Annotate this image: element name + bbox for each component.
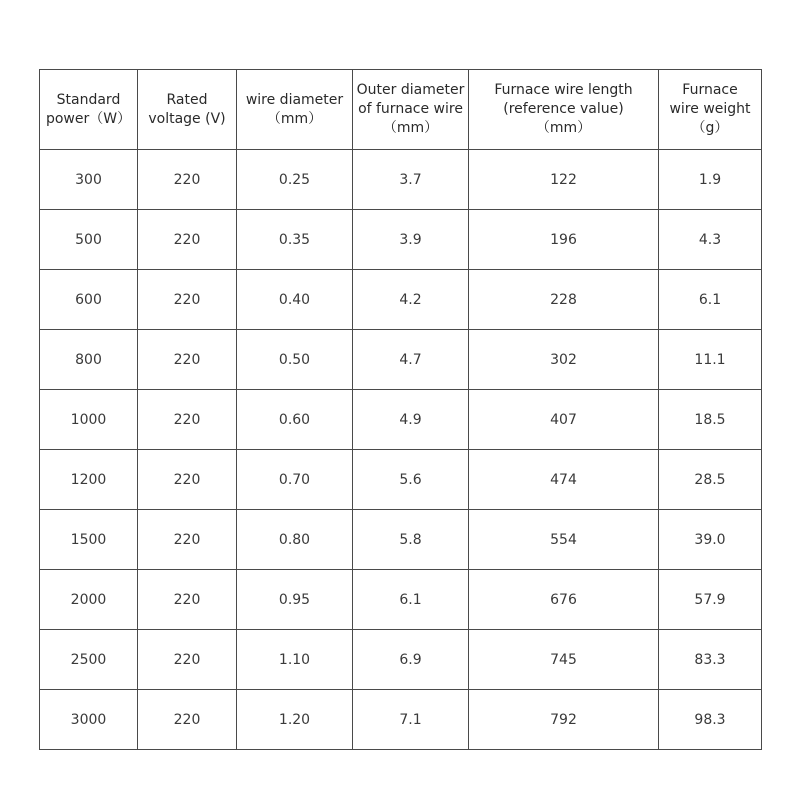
cell-wire-weight: 18.5 [659,390,762,450]
cell-voltage: 220 [138,570,237,630]
cell-wire-diameter: 0.60 [237,390,353,450]
cell-outer-diameter: 6.9 [353,630,469,690]
cell-power: 500 [40,210,138,270]
table-row [40,450,762,510]
cell-wire-weight: 1.9 [659,150,762,210]
cell-outer-diameter: 3.7 [353,150,469,210]
cell-power: 1500 [40,510,138,570]
header-standard-power: Standard power（W） [40,70,138,150]
table-row [40,570,762,630]
cell-wire-diameter: 1.20 [237,690,353,750]
table-row [40,210,762,270]
cell-wire-length: 122 [469,150,659,210]
cell-wire-length: 196 [469,210,659,270]
cell-wire-weight: 6.1 [659,270,762,330]
header-wire-length: Furnace wire length (reference value) （mm） [469,70,659,150]
cell-wire-weight: 39.0 [659,510,762,570]
cell-wire-weight: 11.1 [659,330,762,390]
cell-wire-weight: 98.3 [659,690,762,750]
header-rated-voltage: Rated voltage (V) [138,70,237,150]
cell-power: 800 [40,330,138,390]
cell-outer-diameter: 6.1 [353,570,469,630]
cell-voltage: 220 [138,450,237,510]
cell-voltage: 220 [138,630,237,690]
table-row [40,510,762,570]
cell-wire-diameter: 0.40 [237,270,353,330]
cell-wire-weight: 83.3 [659,630,762,690]
cell-wire-diameter: 0.50 [237,330,353,390]
table-row [40,330,762,390]
cell-wire-diameter: 0.70 [237,450,353,510]
table-row [40,630,762,690]
cell-voltage: 220 [138,390,237,450]
cell-power: 2500 [40,630,138,690]
cell-power: 300 [40,150,138,210]
cell-voltage: 220 [138,150,237,210]
table-row [40,690,762,750]
cell-outer-diameter: 5.6 [353,450,469,510]
furnace-wire-spec-table [39,69,762,750]
cell-power: 2000 [40,570,138,630]
cell-voltage: 220 [138,510,237,570]
cell-wire-diameter: 0.80 [237,510,353,570]
cell-wire-weight: 28.5 [659,450,762,510]
header-wire-weight: Furnace wire weight （g） [659,70,762,150]
cell-wire-length: 745 [469,630,659,690]
header-outer-diameter: Outer diameter of furnace wire （mm） [353,70,469,150]
cell-wire-diameter: 0.25 [237,150,353,210]
cell-wire-length: 792 [469,690,659,750]
cell-wire-length: 228 [469,270,659,330]
cell-wire-diameter: 1.10 [237,630,353,690]
cell-outer-diameter: 4.2 [353,270,469,330]
cell-voltage: 220 [138,330,237,390]
cell-wire-weight: 4.3 [659,210,762,270]
cell-voltage: 220 [138,690,237,750]
table-row [40,270,762,330]
cell-power: 600 [40,270,138,330]
cell-outer-diameter: 4.9 [353,390,469,450]
cell-outer-diameter: 5.8 [353,510,469,570]
header-wire-diameter: wire diameter （mm） [237,70,353,150]
cell-voltage: 220 [138,270,237,330]
cell-power: 1000 [40,390,138,450]
cell-wire-length: 407 [469,390,659,450]
cell-power: 3000 [40,690,138,750]
cell-power: 1200 [40,450,138,510]
header-row [40,70,762,150]
cell-outer-diameter: 7.1 [353,690,469,750]
cell-outer-diameter: 4.7 [353,330,469,390]
cell-wire-length: 302 [469,330,659,390]
cell-wire-weight: 57.9 [659,570,762,630]
cell-wire-length: 554 [469,510,659,570]
cell-outer-diameter: 3.9 [353,210,469,270]
cell-voltage: 220 [138,210,237,270]
table-row [40,390,762,450]
cell-wire-diameter: 0.95 [237,570,353,630]
cell-wire-length: 474 [469,450,659,510]
cell-wire-length: 676 [469,570,659,630]
table-row [40,150,762,210]
cell-wire-diameter: 0.35 [237,210,353,270]
